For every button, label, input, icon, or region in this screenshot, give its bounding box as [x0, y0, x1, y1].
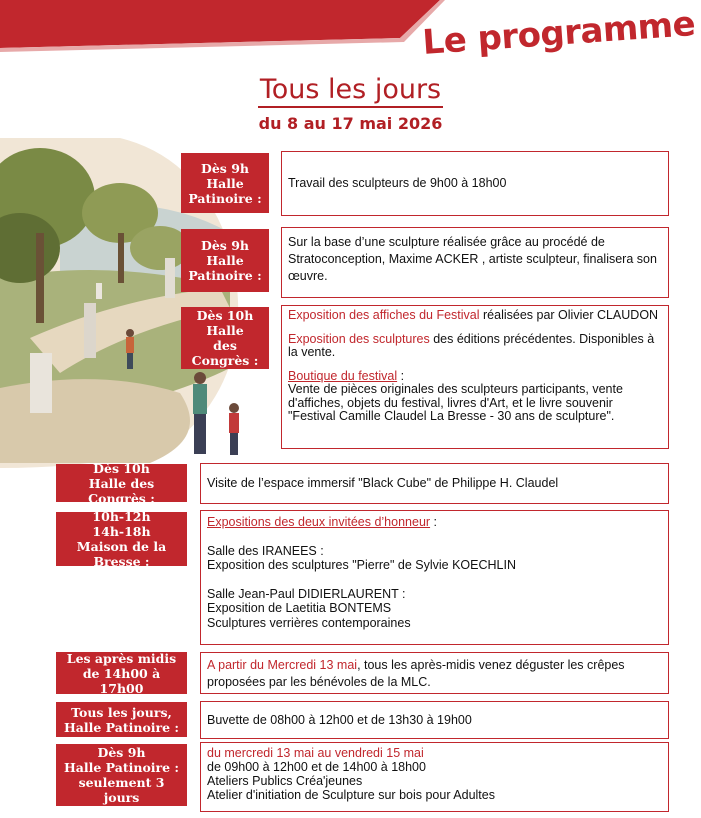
time-label: Dès 10h Halle des Congrès :: [56, 464, 187, 502]
apres-midis-link: A partir du Mercredi 13 mai: [207, 658, 358, 672]
time-label: Dès 9h Halle Patinoire : seulement 3 jours: [56, 744, 187, 806]
event-box: Sur la base d’une sculpture réalisée grâce au procédé de Stratoconception, Maxime ACKER , artiste sculpteur, finalisera son œuvre.: [281, 227, 669, 298]
ateliers-dates-link: du mercredi 13 mai au vendredi 15 mai: [207, 746, 424, 760]
event-box: du mercredi 13 mai au vendredi 15 mai de 09h00 à 12h00 et de 14h00 à 18h00 Ateliers Publics Créa'jeunes Atelier d'initiation de Sculpture sur bois pour Adultes: [200, 742, 669, 812]
time-label: Dès 10h Halle des Congrès :: [181, 307, 269, 369]
expo-sculptures-link: Exposition des sculptures: [288, 331, 430, 346]
time-label: Dès 9h Halle Patinoire :: [181, 153, 269, 213]
boutique-link[interactable]: Boutique du festival: [288, 368, 398, 383]
time-label: Tous les jours, Halle Patinoire :: [56, 702, 187, 737]
time-label: Les après midis de 14h00 à 17h00: [56, 652, 187, 694]
section-dates: du 8 au 17 mai 2026: [258, 114, 443, 133]
time-label: 10h-12h 14h-18h Maison de la Bresse :: [56, 512, 187, 566]
page-title: Le programme: [421, 4, 697, 63]
event-box: Travail des sculpteurs de 9h00 à 18h00: [281, 151, 669, 216]
event-box: Visite de l’espace immersif "Black Cube" de Philippe H. Claudel: [200, 463, 669, 504]
section-title: Tous les jours: [0, 74, 701, 105]
expositions-invitees-link[interactable]: Expositions des deux invitées d’honneur: [207, 515, 431, 529]
event-box: Buvette de 08h00 à 12h00 et de 13h30 à 19h00: [200, 701, 669, 739]
time-label: Dès 9h Halle Patinoire :: [181, 229, 269, 292]
event-box: Exposition des affiches du Festival réalisées par Olivier CLAUDON Exposition des sculptures des éditions précédentes. Disponibles à la vente. Boutique du festival : Vente de pièces originales des sculpteurs participants, vente d'affiches, objets du festival, livres d'Art, et le livre souvenir "Festival Camille Claudel La Bresse - 30 ans de sculpture".: [281, 305, 669, 449]
event-box: A partir du Mercredi 13 mai, tous les après-midis venez déguster les crêpes proposées par les bénévoles de la MLC.: [200, 652, 669, 694]
event-box: Expositions des deux invitées d’honneur : Salle des IRANEES : Exposition des sculptures "Pierre" de Sylvie KOECHLIN Salle Jean-Paul DIDIERLAURENT : Exposition de Laetitia BONTEMS Sculptures verrières contemporaines: [200, 510, 669, 645]
expo-affiches-link: Exposition des affiches du Festival: [288, 308, 480, 322]
